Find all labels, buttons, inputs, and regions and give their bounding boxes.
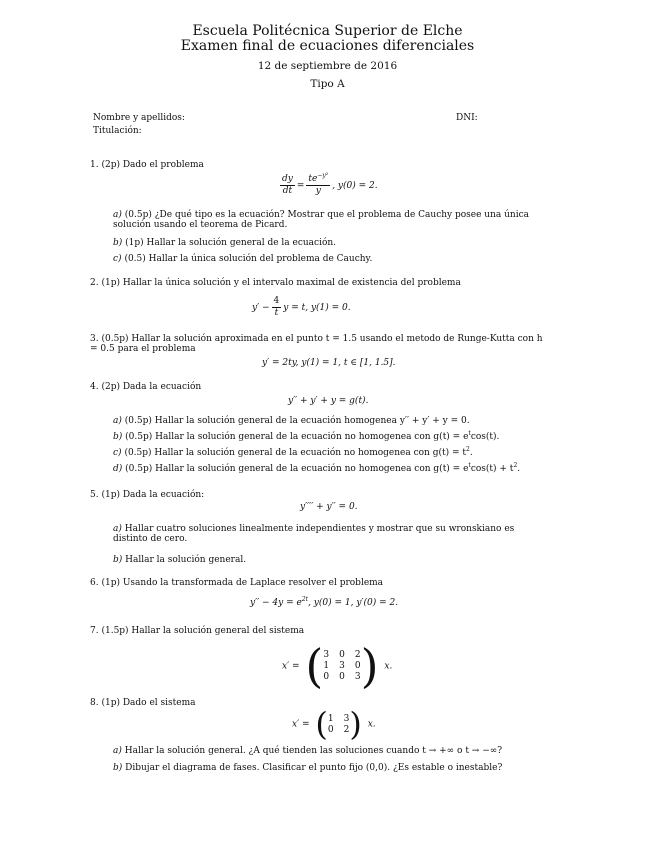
problem-8: 8. (1p) Dado el sistema bbox=[90, 698, 196, 708]
problem-4d: d) (0.5p) Hallar la solución general de la ecuación no homogenea con $g(t) = e^t\cos(t) + t^2$. bbox=[113, 462, 521, 474]
problem-4a: a) (0.5p) Hallar la solución general de la ecuación homogenea y′′ + y′ + y = 0. bbox=[113, 416, 470, 426]
problem-1c: c) (0.5) Hallar la única solución del problema de Cauchy. bbox=[113, 254, 373, 264]
problem-4c: c) (0.5p) Hallar la solución general de la ecuación no homogenea con $g(t) = t^2$. bbox=[113, 446, 473, 458]
problem-8-equation: x′ = ( 1 3 0 2 ) x. bbox=[292, 705, 376, 743]
fraction: $\frac{dy}{dt}$ bbox=[282, 174, 293, 196]
matrix-entry: 3 bbox=[323, 650, 330, 660]
problem-text: (2p) Dado el problema bbox=[101, 160, 204, 170]
problem-1a: a) (0.5p) ¿De qué tipo es la ecuación? Mostrar que el problema de Cauchy posee una única solución usando el teorema de Picard. bbox=[113, 210, 529, 230]
problem-number: 1. bbox=[90, 160, 99, 170]
matrix: ( 1 3 0 2 ) bbox=[315, 705, 362, 743]
problem-4-equation: y′′ + y′ + y = g(t). bbox=[288, 396, 369, 406]
matrix-entry: 0 bbox=[339, 672, 345, 682]
matrix-entry: 0 bbox=[339, 650, 345, 660]
problem-7: 7. (1.5p) Hallar la solución general del sistema bbox=[90, 626, 305, 636]
degree-label: Titulación: bbox=[93, 126, 142, 136]
matrix-entry: 2 bbox=[354, 650, 361, 660]
matrix-entry: 2 bbox=[343, 724, 350, 735]
problem-5b: b) Hallar la solución general. bbox=[113, 555, 247, 565]
dni-label: DNI: bbox=[456, 113, 478, 123]
problem-3-equation: y′ = 2ty, y(1) = 1, t ∈ [1, 1.5]. bbox=[262, 358, 396, 368]
matrix-entry: 1 bbox=[323, 661, 330, 671]
exam-type: Tipo A bbox=[310, 78, 345, 90]
problem-7-equation: x′ = ( 3 0 2 1 3 0 0 0 3 ) x. bbox=[282, 639, 393, 693]
matrix-entry: 3 bbox=[339, 661, 345, 671]
matrix-entry: 0 bbox=[327, 724, 334, 735]
problem-5-equation: y′′′′ + y′′ = 0. bbox=[300, 502, 358, 512]
problem-5a: a) Hallar cuatro soluciones linealmente independientes y mostrar que su wronskiano es distinto de cero. bbox=[113, 524, 515, 544]
fraction: $\frac{te^{-y^2}}{y}$ bbox=[308, 172, 329, 196]
matrix-entry: 0 bbox=[323, 672, 330, 682]
matrix-entry: 3 bbox=[343, 713, 350, 724]
problem-8b: b) Dibujar el diagrama de fases. Clasificar el punto fijo (0,0). ¿Es estable o inestable? bbox=[113, 763, 503, 773]
problem-5: 5. (1p) Dada la ecuación: bbox=[90, 490, 205, 500]
problem-4: 4. (2p) Dada la ecuación bbox=[90, 382, 202, 392]
problem-1b: b) (1p) Hallar la solución general de la ecuación. bbox=[113, 238, 337, 248]
problem-1 bbox=[90, 160, 204, 170]
problem-4b: b) (0.5p) Hallar la solución general de la ecuación no homogenea con $g(t) = e^t\cos(t)$. bbox=[113, 430, 500, 442]
matrix-entry: 1 bbox=[327, 713, 334, 724]
problem-2: 2. (1p) Hallar la única solución y el intervalo maximal de existencia del problema bbox=[90, 278, 461, 288]
matrix-entry: 3 bbox=[354, 672, 361, 682]
matrix-entry: 0 bbox=[354, 661, 361, 671]
fraction: $\frac{4}{t}$ bbox=[273, 296, 280, 318]
matrix: ( 3 0 2 1 3 0 0 0 3 ) bbox=[305, 639, 379, 693]
problem-3: 3. (0.5p) Hallar la solución aproximada en el punto t = 1.5 usando el metodo de Runge-Kutta con h = 0.5 para el problema bbox=[90, 334, 543, 354]
problem-1-equation: $\frac{dy}{dt}$ = $\frac{te^{-y^2}}{y}$ , y(0) = 2. bbox=[282, 172, 378, 196]
problem-6: 6. (1p) Usando la transformada de Laplace resolver el problema bbox=[90, 578, 384, 588]
name-label: Nombre y apellidos: bbox=[93, 113, 185, 123]
problem-6-equation: $y'' - 4y = e^{2t}$, y(0) = 1, y′(0) = 2. bbox=[250, 596, 399, 608]
problem-2-equation: y′ − $\frac{4}{t}$ y = t, y(1) = 0. bbox=[252, 296, 351, 318]
school-name: Escuela Politécnica Superior de Elche bbox=[192, 23, 463, 39]
problem-8a: a) Hallar la solución general. ¿A qué tienden las soluciones cuando t → +∞ o t → −∞? bbox=[113, 746, 503, 756]
exam-title: Examen final de ecuaciones diferenciales bbox=[180, 38, 475, 54]
exam-date: 12 de septiembre de 2016 bbox=[257, 60, 398, 72]
